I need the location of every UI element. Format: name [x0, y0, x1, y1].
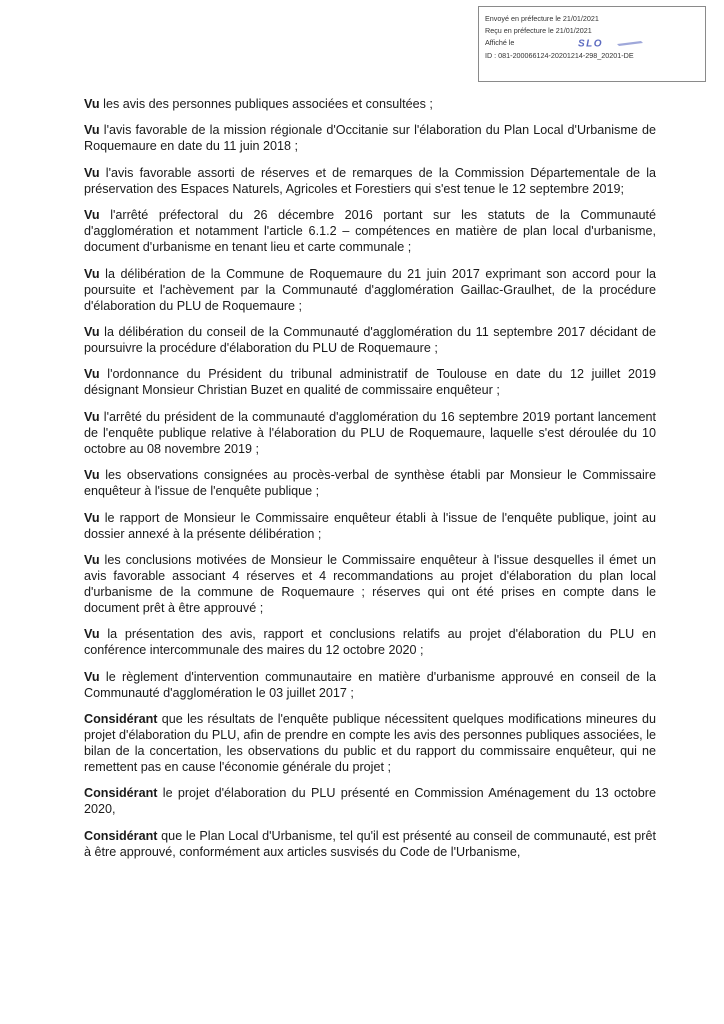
paragraph-keyword: Vu	[84, 266, 100, 281]
paragraph-keyword: Vu	[84, 552, 100, 567]
paragraph-4	[84, 207, 656, 255]
paragraph-keyword: Vu	[84, 123, 100, 138]
paragraph-text: les conclusions motivées de Monsieur le Commissaire enquêteur à l'issue desquelles il émet un avis favorable associant 4 réserves et 4 recommandations au projet d'élaboration du plan local d'urbanisme de la commune de Roquemaure ; réserves qui ont été prises en compte dans le document prêt à être approuvé ;	[84, 552, 656, 615]
slo-logo-icon	[577, 38, 647, 48]
deliberation-body	[84, 96, 656, 870]
paragraph-keyword: Vu	[84, 627, 100, 642]
paragraph-text: la délibération du conseil de la Communauté d'agglomération du 11 septembre 2017 décidant de poursuivre la procédure d'élaboration du PLU de Roquemaure ;	[84, 324, 656, 355]
paragraph-text: que les résultats de l'enquête publique nécessitent quelques modifications mineures du projet d'élaboration du PLU, afin de prendre en compte les avis des personnes publiques associées, le bilan de la concertation, les observations du public et du rapport du commissaire enquêteur, qui ne remettent pas en cause l'économie générale du projet ;	[84, 712, 656, 775]
paragraph-11	[84, 552, 656, 616]
paragraph-text: les observations consignées au procès-verbal de synthèse établi par Monsieur le Commissaire enquêteur à l'issue de l'enquête publique ;	[84, 468, 656, 499]
paragraph-keyword: Vu	[84, 669, 100, 684]
paragraph-keyword: Vu	[84, 165, 100, 180]
paragraph-3	[84, 165, 656, 197]
stamp-received-date: Reçu en préfecture le 21/01/2021	[485, 26, 592, 36]
paragraph-keyword: Vu	[84, 409, 100, 424]
paragraph-text: le règlement d'intervention communautaire en matière d'urbanisme approuvé en conseil de la Communauté d'agglomération le 03 juillet 2017 ;	[84, 669, 656, 700]
paragraph-text: la présentation des avis, rapport et conclusions relatifs au projet d'élaboration du PLU en conférence intercommunale des maires du 12 octobre 2020 ;	[84, 627, 656, 658]
paragraph-7	[84, 366, 656, 398]
paragraph-text: l'arrêté du président de la communauté d'agglomération du 16 septembre 2019 portant lancement de l'enquête publique relative à l'élaboration du PLU de Roquemaure, laquelle s'est déroulée du 10 octobre au 08 novembre 2019 ;	[84, 409, 656, 456]
paragraph-2	[84, 122, 656, 154]
paragraph-14	[84, 711, 656, 775]
paragraph-keyword: Considérant	[84, 828, 158, 843]
paragraph-keyword: Vu	[84, 324, 100, 339]
paragraph-text: l'ordonnance du Président du tribunal administratif de Toulouse en date du 12 juillet 2019 désignant Monsieur Christian Buzet en qualité de commissaire enquêteur ;	[84, 367, 656, 398]
paragraph-keyword: Vu	[84, 468, 100, 483]
paragraph-6	[84, 324, 656, 356]
paragraph-text: l'arrêté préfectoral du 26 décembre 2016 portant sur les statuts de la Communauté d'agglomération et notamment l'article 6.1.2 – compétences en matière de plan local d'urbanisme, document d'urbanisme en tenant lieu et carte communale ;	[84, 208, 656, 255]
paragraph-text: les avis des personnes publiques associées et consultées ;	[99, 97, 433, 111]
stamp-sent-date: Envoyé en préfecture le 21/01/2021	[485, 14, 599, 23]
paragraph-keyword: Vu	[84, 367, 100, 382]
paragraph-10	[84, 510, 656, 542]
slo-logo-text: SLO	[578, 38, 604, 49]
paragraph-text: le projet d'élaboration du PLU présenté en Commission Aménagement du 13 octobre 2020,	[84, 786, 656, 817]
paragraph-text: l'avis favorable assorti de réserves et de remarques de la Commission Départementale de la préservation des Espaces Naturels, Agricoles et Forestiers qui s'est tenue le 12 septembre 2019;	[84, 165, 656, 196]
stamp-posted-label: Affiché le	[485, 38, 515, 48]
paragraph-5	[84, 266, 656, 314]
paragraph-text: la délibération de la Commune de Roquemaure du 21 juin 2017 exprimant son accord pour la poursuite et l'achèvement par la Communauté d'agglomération Gaillac-Graulhet, de la procédure d'élaboration du PLU de Roquemaure ;	[84, 266, 656, 313]
paragraph-keyword: Vu	[84, 510, 100, 525]
slo-logo-swoosh	[617, 41, 643, 46]
paragraph-keyword: Vu	[84, 208, 100, 223]
paragraph-8	[84, 409, 656, 457]
paragraph-keyword: Considérant	[84, 712, 158, 727]
paragraph-1	[84, 96, 656, 112]
stamp-id: ID : 081-200066124-20201214-298_20201-DE	[485, 50, 634, 60]
paragraph-16	[84, 828, 656, 860]
paragraph-12	[84, 626, 656, 658]
paragraph-text: l'avis favorable de la mission régionale d'Occitanie sur l'élaboration du Plan Local d'Urbanisme de Roquemaure en date du 11 juin 2018 ;	[84, 123, 656, 154]
prefecture-stamp	[478, 6, 706, 82]
paragraph-text: que le Plan Local d'Urbanisme, tel qu'il est présenté au conseil de communauté, est prêt à être approuvé, conformément aux articles susvisés du Code de l'Urbanisme,	[84, 828, 656, 859]
stamp-posted	[485, 37, 699, 49]
paragraph-9	[84, 467, 656, 499]
paragraph-keyword: Vu	[84, 97, 100, 111]
paragraph-text: le rapport de Monsieur le Commissaire enquêteur établi à l'issue de l'enquête publique, joint au dossier annexé à la présente délibération ;	[84, 510, 656, 541]
paragraph-keyword: Considérant	[84, 786, 158, 801]
paragraph-15	[84, 785, 656, 817]
paragraph-13	[84, 669, 656, 701]
